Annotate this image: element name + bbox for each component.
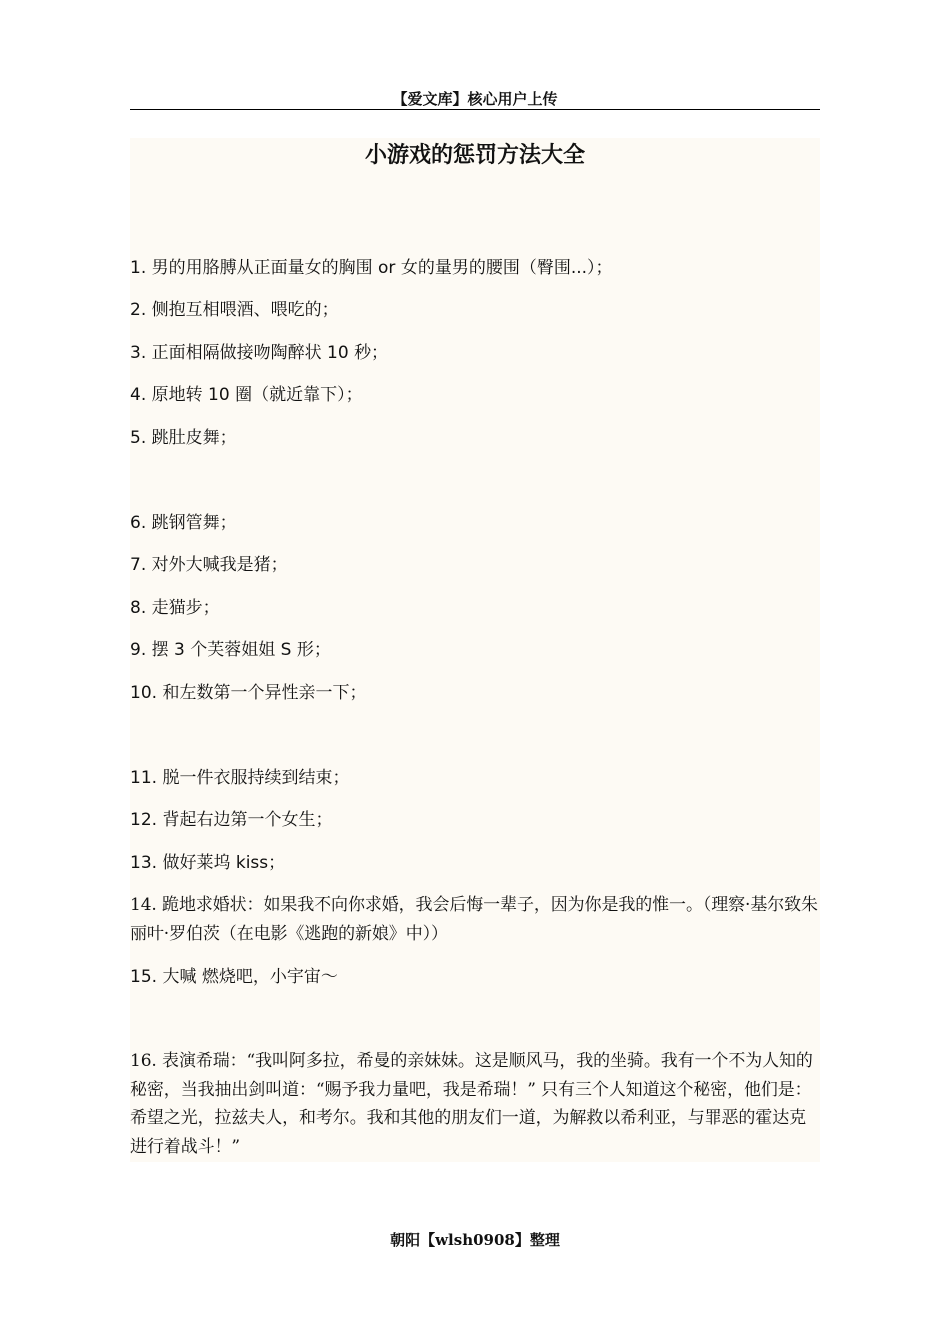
list-item: 10. 和左数第一个异性亲一下；: [130, 683, 367, 703]
list-item: 8. 走猫步；: [130, 598, 220, 618]
list-item: 9. 摆 3 个芙蓉姐姐 S 形；: [130, 640, 331, 660]
list-item: 13. 做好莱坞 kiss；: [130, 853, 286, 873]
document-title: 小游戏的惩罚方法大全: [364, 143, 585, 168]
list-item: 5. 跳肚皮舞；: [130, 428, 237, 448]
list-item: 14. 跪地求婚状：如果我不向你求婚，我会后悔一辈子，因为你是我的惟一。（理察·基尔致朱丽叶·罗伯茨（在电影《逃跑的新娘》中））: [130, 895, 818, 944]
list-item: 16. 表演希瑞：“我叫阿多拉，希曼的亲妹妹。这是顺风马，我的坐骑。我有一个不为人知的秘密，当我抽出剑叫道：“赐予我力量吧，我是希瑞！” 只有三个人知道这个秘密，他们是：希望之光，拉兹夫人，和考尔。我和其他的朋友们一道，为解救以希利亚，与罪恶的霍达克进行着战斗！”: [130, 1051, 813, 1157]
page-header: 【爱文库】核心用户上传: [392, 90, 558, 108]
list-item: 7. 对外大喊我是猪；: [130, 555, 288, 575]
list-item: 15. 大喊 燃烧吧，小宇宙～: [130, 967, 338, 987]
list-item: 1. 男的用胳膊从正面量女的胸围 or 女的量男的腰围（臀围...）；: [130, 258, 613, 278]
header-divider: [130, 109, 820, 110]
list-item: 11. 脱一件衣服持续到结束；: [130, 768, 350, 788]
list-item: 2. 侧抱互相喂酒、喂吃的；: [130, 300, 339, 320]
list-item: 4. 原地转 10 圈（就近靠下）；: [130, 385, 363, 405]
page-footer: 朝阳【wlsh0908】整理: [390, 1231, 560, 1249]
list-item: 3. 正面相隔做接吻陶醉状 10 秒；: [130, 343, 389, 363]
list-item: 12. 背起右边第一个女生；: [130, 810, 333, 830]
list-item: 6. 跳钢管舞；: [130, 513, 237, 533]
